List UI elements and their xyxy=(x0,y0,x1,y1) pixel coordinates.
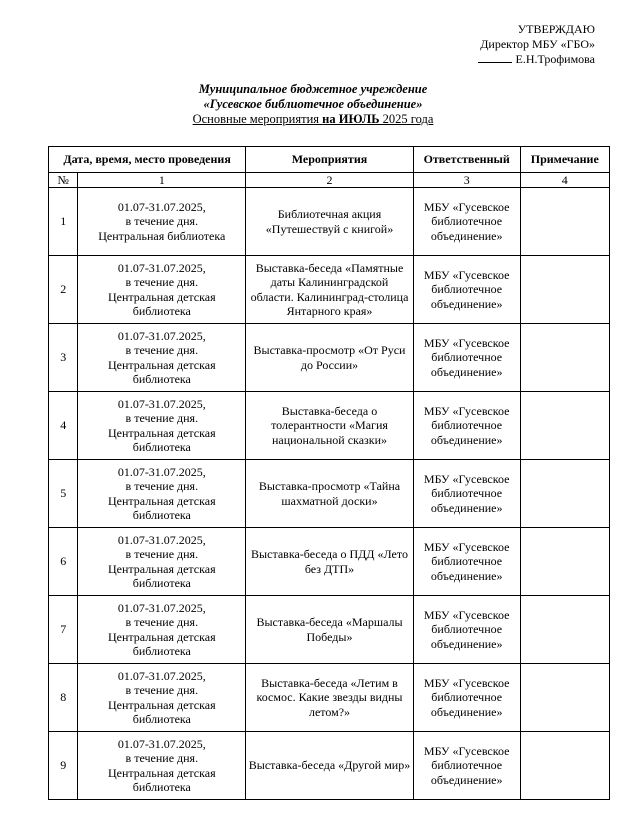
row-number: 2 xyxy=(49,256,78,324)
row-number: 5 xyxy=(49,460,78,528)
row-time: в течение дня. xyxy=(125,751,199,765)
row-date-place xyxy=(78,528,246,596)
row-place: Центральная детская библиотека xyxy=(108,697,216,726)
approval-name: Е.Н.Трофимова xyxy=(515,52,595,66)
table-row xyxy=(49,732,610,800)
approval-position: Директор МБУ «ГБО» xyxy=(480,36,595,51)
row-time: в течение дня. xyxy=(125,479,199,493)
table-numbering-row xyxy=(49,173,610,188)
row-responsible: МБУ «Гусевское библиотечное объединение» xyxy=(413,460,520,528)
row-date: 01.07-31.07.2025, xyxy=(117,668,206,683)
row-event: Выставка-беседа о ПДД «Лето без ДТП» xyxy=(246,528,414,596)
plan-title-month: на ИЮЛЬ xyxy=(322,112,380,126)
numbering-cell: 3 xyxy=(413,173,520,188)
row-time: в течение дня. xyxy=(125,214,199,229)
row-responsible: МБУ «Гусевское библиотечное объединение» xyxy=(413,664,520,732)
table-row xyxy=(49,188,610,256)
row-date-place xyxy=(78,664,246,732)
row-event: Выставка-беседа «Летим в космос. Какие звезды видны летом?» xyxy=(246,664,414,732)
row-date-place xyxy=(78,732,246,800)
row-place: Центральная детская библиотека xyxy=(108,425,216,454)
row-event: Выставка-беседа «Другой мир» xyxy=(246,732,414,800)
row-number: 3 xyxy=(49,324,78,392)
row-time: в течение дня. xyxy=(125,411,199,425)
header-date-place: Дата, время, место проведения xyxy=(49,147,246,173)
row-place: Центральная детская библиотека xyxy=(108,493,216,522)
document-heading xyxy=(0,82,626,127)
row-note xyxy=(520,460,609,528)
row-responsible: МБУ «Гусевское библиотечное объединение» xyxy=(413,256,520,324)
plan-title xyxy=(0,112,626,127)
header-responsible: Ответственный xyxy=(413,147,520,173)
row-date: 01.07-31.07.2025, xyxy=(117,199,206,214)
row-date-place xyxy=(78,324,246,392)
row-time: в течение дня. xyxy=(125,275,199,289)
row-number: 4 xyxy=(49,392,78,460)
org-name-line2: «Гусевское библиотечное объединение» xyxy=(203,97,423,111)
row-responsible: МБУ «Гусевское библиотечное объединение» xyxy=(413,732,520,800)
row-note xyxy=(520,324,609,392)
approval-signature-line xyxy=(478,51,596,67)
plan-title-suffix: 2025 года xyxy=(379,112,434,126)
row-time: в течение дня. xyxy=(125,343,199,357)
table-row xyxy=(49,392,610,460)
table-body xyxy=(49,188,610,800)
row-place: Центральная детская библиотека xyxy=(108,765,216,794)
row-note xyxy=(520,188,609,256)
row-date-place xyxy=(78,392,246,460)
row-date-place xyxy=(78,460,246,528)
row-date: 01.07-31.07.2025, xyxy=(117,328,206,343)
row-responsible: МБУ «Гусевское библиотечное объединение» xyxy=(413,324,520,392)
events-table xyxy=(48,146,610,800)
row-note xyxy=(520,256,609,324)
row-time: в течение дня. xyxy=(125,547,199,561)
approval-block xyxy=(478,22,596,67)
row-note xyxy=(520,664,609,732)
numbering-cell: № xyxy=(49,173,78,188)
row-date: 01.07-31.07.2025, xyxy=(117,464,206,479)
row-number: 7 xyxy=(49,596,78,664)
row-responsible: МБУ «Гусевское библиотечное объединение» xyxy=(413,528,520,596)
row-place: Центральная детская библиотека xyxy=(108,561,216,590)
row-place: Центральная детская библиотека xyxy=(108,629,216,658)
row-number: 9 xyxy=(49,732,78,800)
row-time: в течение дня. xyxy=(125,683,199,697)
row-note xyxy=(520,732,609,800)
row-number: 1 xyxy=(49,188,78,256)
row-date-place xyxy=(78,188,246,256)
row-date: 01.07-31.07.2025, xyxy=(117,396,206,411)
row-time: в течение дня. xyxy=(125,615,199,629)
table-row xyxy=(49,324,610,392)
plan-title-prefix: Основные мероприятия xyxy=(192,112,323,126)
row-note xyxy=(520,392,609,460)
row-event: Выставка-просмотр «Тайна шахматной доски» xyxy=(246,460,414,528)
row-place: Центральная детская библиотека xyxy=(108,357,216,386)
approval-title: УТВЕРЖДАЮ xyxy=(517,22,595,36)
table-row xyxy=(49,664,610,732)
table-row xyxy=(49,528,610,596)
row-date: 01.07-31.07.2025, xyxy=(117,260,206,275)
row-event: Выставка-беседа «Маршалы Победы» xyxy=(246,596,414,664)
row-event: Выставка-просмотр «От Руси до России» xyxy=(246,324,414,392)
numbering-cell: 4 xyxy=(520,173,609,188)
row-date-place xyxy=(78,256,246,324)
row-responsible: МБУ «Гусевское библиотечное объединение» xyxy=(413,392,520,460)
table-header-row xyxy=(49,147,610,173)
numbering-cell: 2 xyxy=(246,173,414,188)
row-event: Библиотечная акция «Путешествуй с книгой» xyxy=(246,188,414,256)
signature-blank xyxy=(478,51,512,63)
row-note xyxy=(520,528,609,596)
row-event: Выставка-беседа о толерантности «Магия национальной сказки» xyxy=(246,392,414,460)
row-responsible: МБУ «Гусевское библиотечное объединение» xyxy=(413,596,520,664)
header-note: Примечание xyxy=(520,147,609,173)
org-name-line1: Муниципальное бюджетное учреждение xyxy=(198,82,428,96)
row-number: 8 xyxy=(49,664,78,732)
table-row xyxy=(49,460,610,528)
row-date: 01.07-31.07.2025, xyxy=(117,736,206,751)
row-event: Выставка-беседа «Памятные даты Калининградской области. Калининград-столица Янтарного края» xyxy=(246,256,414,324)
row-place: Центральная детская библиотека xyxy=(108,289,216,318)
numbering-cell: 1 xyxy=(78,173,246,188)
header-events: Мероприятия xyxy=(246,147,414,173)
row-date-place xyxy=(78,596,246,664)
row-date: 01.07-31.07.2025, xyxy=(117,600,206,615)
row-number: 6 xyxy=(49,528,78,596)
table-row xyxy=(49,596,610,664)
row-place: Центральная библиотека xyxy=(98,228,226,243)
row-responsible: МБУ «Гусевское библиотечное объединение» xyxy=(413,188,520,256)
row-date: 01.07-31.07.2025, xyxy=(117,532,206,547)
row-note xyxy=(520,596,609,664)
table-row xyxy=(49,256,610,324)
